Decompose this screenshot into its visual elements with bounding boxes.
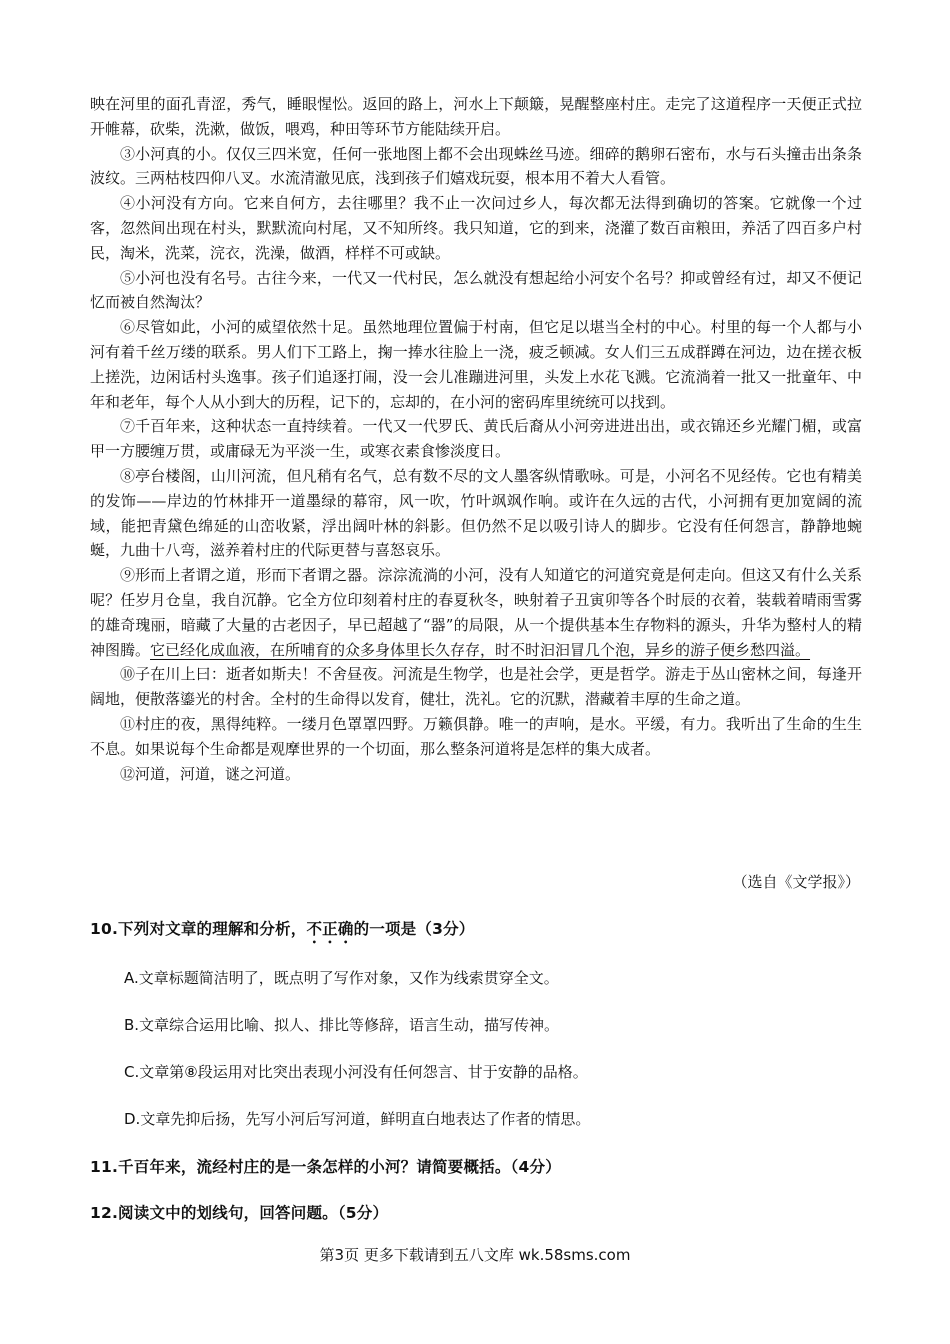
source-citation: （选自《文学报》）	[732, 873, 860, 891]
paragraph-8: ⑧亭台楼阁，山川河流，但凡稍有名气，总有数不尽的文人墨客纵情歌咏。可是，小河名不见经传。它也有精美的发饰——岸边的竹林排开一道墨绿的幕帘，风一吹，竹叶飒飒作响。或许在久远的古代，小河拥有更加宽阔的流域，能把青黛色绵延的山峦收紧，浮出阔叶林的斜影。但仍然不足以吸引诗人的脚步。它没有任何怨言，静静地蜿蜒，九曲十八弯，滋养着村庄的代际更替与喜怒哀乐。	[90, 466, 862, 560]
paragraph-6: ⑥尽管如此，小河的威望依然十足。虽然地理位置偏于村南，但它足以堪当全村的中心。村里的每一个人都与小河有着千丝万缕的联系。男人们下工路上，掬一捧水往脸上一浇，疲乏顿减。女人们三五成群蹲在河边，边在搓衣板上搓洗，边闲话村头逸事。孩子们追逐打闹，没一会儿准蹦进河里，头发上水花飞溅。它流淌着一批又一批童年、中年和老年，每个人从小到大的历程，记下的，忘却的，在小河的密码库里统统可以找到。	[90, 318, 862, 411]
paragraph-9-text: ⑨形而上者谓之道，形而下者谓之器。淙淙流淌的小河，没有人知道它的河道究竟是何走向。但这又有什么关系呢？任岁月仓皇，我自沉静。它全方位印刻着村庄的春夏秋冬，映射着子丑寅卯等各个时辰的衣着，装载着晴雨雪雾的雄奇瑰丽，暗藏了大量的古老因子，早已超越了“器”的局限，从一个提供基本生存物料的源头，升华为整村人的精神图腾。	[90, 566, 862, 659]
paragraph-4: ④小河没有方向。它来自何方，去往哪里？我不止一次问过乡人，每次都无法得到确切的答案。它就像一个过客，忽然间出现在村头，默默流向村尾，又不知所终。我只知道，它的到来，浇灌了数百亩粮田，养活了四百多户村民，淘米，洗菜，浣衣，洗澡，做酒，样样不可或缺。	[90, 194, 862, 262]
question-11: 11.千百年来，流经村庄的是一条怎样的小河？请简要概括。（4分）	[90, 1158, 561, 1176]
question-10-post: 的一项是（3分）	[353, 920, 475, 938]
question-12: 12.阅读文中的划线句，回答问题。（5分）	[90, 1204, 389, 1222]
paragraph-5: ⑤小河也没有名号。古往今来，一代又一代村民，怎么就没有想起给小河安个名号？抑或曾经有过，却又不便记忆而被自然淘汰？	[90, 268, 862, 312]
paragraph-7: ⑦千百年来，这种状态一直持续着。一代又一代罗氏、黄氏后裔从小河旁进进出出，或衣锦还乡光耀门楣，或富甲一方腰缠万贯，或庸碌无为平淡一生，或寒衣素食惨淡度日。	[90, 417, 862, 461]
question-10	[90, 917, 474, 947]
paragraph-9	[90, 563, 862, 662]
paragraph-10: ⑩子在川上曰：逝者如斯夫！不舍昼夜。河流是生物学，也是社会学，更是哲学。游走于丛山密林之间，每逢开阔地，便散落鎏光的村舍。全村的生命得以发育，健壮，洗礼。它的沉默，潜藏着丰厚的生命之道。	[90, 665, 862, 709]
option-d: D.文章先抑后扬，先写小河后写河道，鲜明直白地表达了作者的情思。	[124, 1110, 591, 1128]
underlined-sentence: 它已经化成血液，在所哺育的众多身体里长久存存，时不时汩汩冒几个泡，异乡的游子便乡愁四溢。	[150, 640, 811, 659]
paragraph-3: ③小河真的小。仅仅三四米宽，任何一张地图上都不会出现蛛丝马迹。细碎的鹅卵石密布，水与石头撞击出条条波纹。三两枯枝四仰八叉。水流清澈见底，浅到孩子们嬉戏玩耍，根本用不着大人看管。	[90, 144, 862, 188]
paragraph-continued: 映在河里的面孔青涩，秀气，睡眼惺忪。返回的路上，河水上下颠簸，晃醒整座村庄。走完了这道程序一天便正式拉开帷幕，砍柴，洗漱，做饭，喂鸡，种田等环节方能陆续开启。	[90, 95, 862, 138]
question-10-emphasis: 不正确	[306, 920, 354, 938]
paragraph-11: ⑪村庄的夜，黑得纯粹。一缕月色罩罩四野。万籁俱静。唯一的声响，是水。平缓，有力。我听出了生命的生生不息。如果说每个生命都是观摩世界的一个切面，那么整条河道将是怎样的集大成者。	[90, 714, 862, 758]
option-b: B.文章综合运用比喻、拟人、排比等修辞，语言生动，描写传神。	[124, 1016, 560, 1034]
option-a: A.文章标题简洁明了，既点明了写作对象，又作为线索贯穿全文。	[124, 969, 559, 987]
question-10-pre: 10.下列对文章的理解和分析，	[90, 920, 307, 938]
page-footer: 第3页 更多下载请到五八文库 wk.58sms.com	[319, 1246, 631, 1264]
option-c: C.文章第⑧段运用对比突出表现小河没有任何怨言、甘于安静的品格。	[124, 1063, 588, 1081]
reading-passage	[90, 92, 862, 786]
paragraph-12: ⑫河道，河道，谜之河道。	[120, 764, 301, 783]
